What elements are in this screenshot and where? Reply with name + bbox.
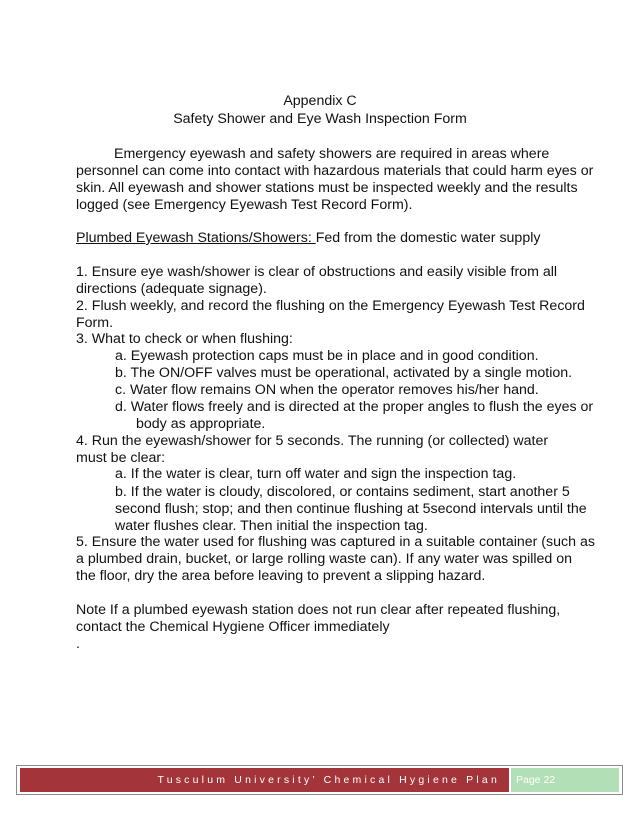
substep-line: water flushes clear. Then initial the inspection tag. [115,518,428,534]
step-line: must be clear: [76,450,166,466]
step-line: directions (adequate signage). [76,281,267,297]
note-line: Note If a plumbed eyewash station does not run clear after repeated flushing, [76,602,561,618]
footer-document-title: Tusculum University’ Chemical Hygiene Plan [157,774,500,786]
substep-line: second flush; stop; and then continue flushing at 5second intervals until the [115,501,587,517]
substep-line: c. Water flow remains ON when the operator removes his/her hand. [115,382,539,398]
note-line: . [76,636,80,652]
step-line: a plumbed drain, bucket, or large rolling waste can). If any water was spilled on [76,551,573,567]
section-heading [76,230,540,246]
substep-line: a. Eyewash protection caps must be in place and in good condition. [115,348,539,364]
step-line: 4. Run the eyewash/shower for 5 seconds. The running (or collected) water [76,433,549,449]
substep-line: a. If the water is clear, turn off water and sign the inspection tag. [115,466,517,482]
substep-line: d. Water flows freely and is directed at the proper angles to flush the eyes or [115,399,594,415]
form-title: Safety Shower and Eye Wash Inspection Form [173,111,467,127]
substep-line: body as appropriate. [136,416,266,432]
section-title: Plumbed Eyewash Stations/Showers: [76,230,316,246]
page-number: Page 22 [516,774,556,786]
appendix-label: Appendix C [283,93,357,109]
intro-line: logged (see Emergency Eyewash Test Record Form). [76,197,413,213]
step-line: 1. Ensure eye wash/shower is clear of obstructions and easily visible from all [76,264,558,280]
intro-line: Emergency eyewash and safety showers are required in areas where [114,146,550,162]
intro-line: personnel can come into contact with hazardous materials that could harm eyes or [76,163,594,179]
step-line: the floor, dry the area before leaving to prevent a slipping hazard. [76,568,486,584]
step-line: 3. What to check or when flushing: [76,331,293,347]
step-line: 5. Ensure the water used for flushing was captured in a suitable container (such as [76,534,595,550]
intro-line: skin. All eyewash and shower stations must be inspected weekly and the results [76,180,578,196]
step-line: Form. [76,315,114,331]
step-line: 2. Flush weekly, and record the flushing on the Emergency Eyewash Test Record [76,298,585,314]
note-line: contact the Chemical Hygiene Officer immediately [76,619,390,635]
section-description: Fed from the domestic water supply [315,230,541,246]
substep-line: b. If the water is cloudy, discolored, or contains sediment, start another 5 [115,484,570,500]
substep-line: b. The ON/OFF valves must be operational, activated by a single motion. [115,365,573,381]
